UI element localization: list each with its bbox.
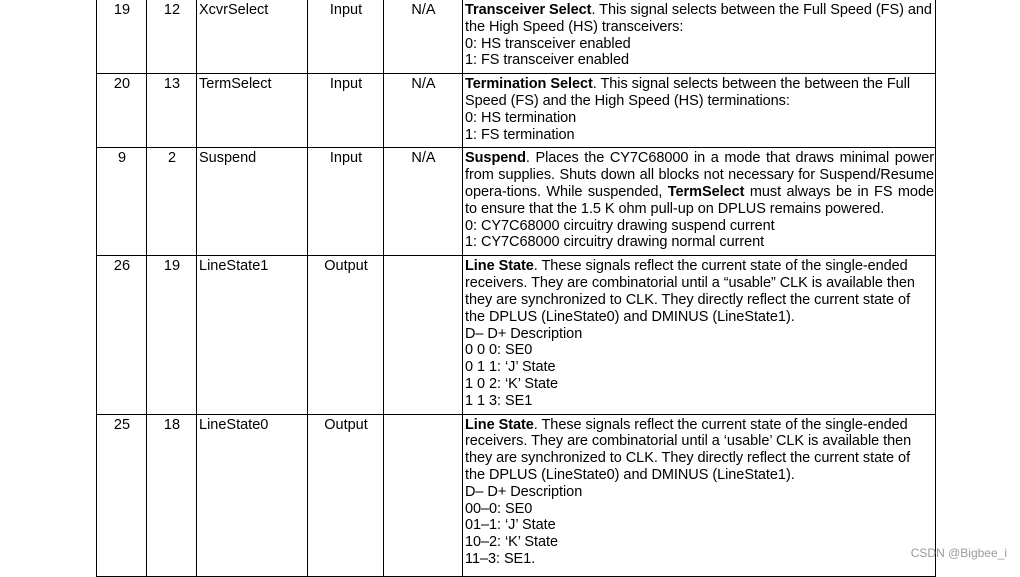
pin-number-cell: 25 (97, 414, 147, 576)
table-row (97, 256, 936, 414)
pin-number-cell: 19 (97, 0, 147, 74)
description-text: . These signals reflect the current state of the single-ended receivers. They are combinatorial until a “usable” CLK is available then they are synchronized to CLK. They directly reflect the current state of the DPLUS (LineState0) and DMINUS (LineState1). (465, 258, 915, 325)
watermark: CSDN @Bigbee_i (910, 546, 1007, 560)
direction-cell: Input (308, 148, 384, 256)
description-line: 00–0: SE0 (465, 500, 533, 517)
direction-cell: Input (308, 74, 384, 148)
description-paragraph (465, 76, 934, 110)
description-text: . These signals reflect the current state of the single-ended receivers. They are combinatorial until a ‘usable’ CLK is available then they are synchronized to CLK. They directly reflect the current state of the DPLUS (LineState0) and DMINUS (LineState1). (465, 416, 912, 483)
signal-name-cell: TermSelect (197, 74, 308, 148)
description-cell (463, 256, 936, 414)
description-title: Suspend (465, 150, 526, 167)
direction-cell: Output (308, 414, 384, 576)
type-cell (384, 414, 463, 576)
pin-number-cell: 20 (97, 74, 147, 148)
description-line: 0 0 0: SE0 (465, 342, 533, 359)
description-cell (463, 74, 936, 148)
description-line: 1: FS termination (465, 126, 575, 143)
signal-name-cell: LineState1 (197, 256, 308, 414)
type-cell: N/A (384, 74, 463, 148)
description-inline-bold: TermSelect (667, 183, 745, 200)
table-row (97, 74, 936, 148)
type-cell: N/A (384, 0, 463, 74)
pin-number-cell: 12 (147, 0, 197, 74)
description-line: 10–2: ‘K’ State (465, 534, 559, 551)
description-line: D– D+ Description (465, 325, 583, 342)
description-paragraph (465, 2, 934, 36)
description-text: must always be in FS mode to ensure that the 1.5 K ohm pull-up on DPLUS remains powered. (465, 183, 934, 217)
direction-cell: Output (308, 256, 384, 414)
direction-cell: Input (308, 0, 384, 74)
description-line: 01–1: ‘J’ State (465, 517, 556, 534)
description-paragraph (465, 258, 934, 325)
description-cell (463, 0, 936, 74)
description-paragraph (465, 150, 934, 217)
description-title: Termination Select (465, 76, 593, 93)
description-line: 11–3: SE1. (465, 550, 536, 567)
type-cell (384, 256, 463, 414)
description-line: 0 1 1: ‘J’ State (465, 359, 556, 376)
description-cell (463, 148, 936, 256)
description-line: 1: FS transceiver enabled (465, 52, 629, 69)
description-text: . Places the CY7C68000 in a mode that draws minimal power from supplies. Shuts down all blocks not necessary for Suspend/Resume opera-tions. While suspended, (465, 150, 934, 200)
description-line: 1: CY7C68000 circuitry drawing normal current (465, 234, 765, 251)
signal-name-cell: Suspend (197, 148, 308, 256)
description-line: 0: HS transceiver enabled (465, 35, 631, 52)
table-row (97, 0, 936, 74)
signal-name-cell: XcvrSelect (197, 0, 308, 74)
description-cell (463, 414, 936, 576)
table-row (97, 414, 936, 576)
pin-number-cell: 26 (97, 256, 147, 414)
description-line: 0: HS termination (465, 109, 577, 126)
pin-number-cell: 9 (97, 148, 147, 256)
description-line: D– D+ Description (465, 483, 583, 500)
description-title: Line State (465, 258, 534, 275)
description-paragraph (465, 417, 934, 484)
pin-number-cell: 18 (147, 414, 197, 576)
table-row (97, 148, 936, 256)
pin-number-cell: 13 (147, 74, 197, 148)
pin-number-cell: 19 (147, 256, 197, 414)
description-line: 0: CY7C68000 circuitry drawing suspend current (465, 217, 775, 234)
pin-description-table (96, 0, 936, 577)
description-text: . This signal selects between the Full Speed (FS) and the High Speed (HS) transceivers: (465, 2, 932, 35)
type-cell: N/A (384, 148, 463, 256)
description-title: Transceiver Select (465, 2, 592, 18)
pin-number-cell: 2 (147, 148, 197, 256)
description-title: Line State (465, 416, 534, 433)
description-line: 1 0 2: ‘K’ State (465, 375, 558, 392)
signal-name-cell: LineState0 (197, 414, 308, 576)
description-line: 1 1 3: SE1 (465, 392, 533, 409)
description-text: . This signal selects between the between the Full Speed (FS) and the High Speed (HS) terminations: (465, 76, 910, 109)
